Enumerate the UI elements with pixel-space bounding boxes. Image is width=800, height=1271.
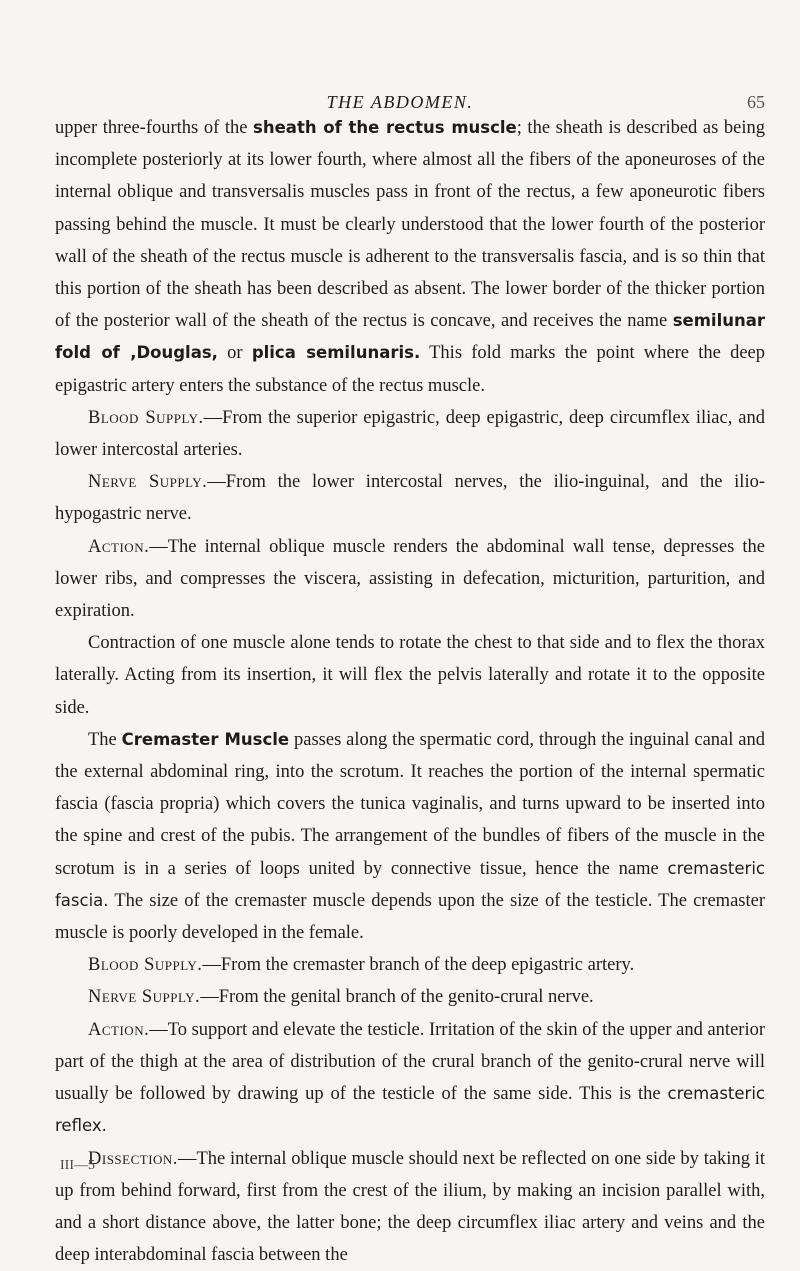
text-run: upper three-fourths of the [55, 118, 253, 138]
text-run: —To support and elevate the testicle. Irritation of the skin of the upper and anterior part of the thigh at the area of distribution of the crural branch of the genito-crural nerve will usually be followed by drawing up of the testicle of the same side. This is the [55, 1020, 765, 1104]
term-semilunar-fold: semilunar fold of ,Douglas, [55, 311, 765, 362]
term-cremasteric-fascia: cremasteric fascia. [55, 859, 765, 910]
term-sheath-of-rectus: sheath of the rectus muscle [253, 118, 517, 137]
text-run: passes along the spermatic cord, through the inguinal canal and the external abdominal ring, into the scrotum. It reaches the portion of the internal spermatic fascia (fascia propria) which covers the tunica vaginalis, and turns upward to be inserted into the spine and crest of the pubis. The arrangement of the bundles of fibers of the muscle in the scrotum is in a series of loops united by connective tissue, hence the name [55, 730, 765, 879]
text-run: This fold marks the point where the deep epigastric artery enters the substance of the rectus muscle. [55, 343, 765, 395]
text-run: The size of the cremaster muscle depends upon the size of the testicle. The cremaster muscle is poorly developed in the female. [55, 891, 765, 943]
paragraph-sheath [55, 112, 765, 402]
text-run: —The internal oblique muscle should next be reflected on one side by taking it up from behind forward, first from the crest of the ilium, by making an incision parallel with, and a short distance above, the latter bone; the deep circumflex iliac artery and veins and the deep interabdominal fascia between the [55, 1149, 765, 1266]
section-head: Nerve Supply. [88, 987, 200, 1007]
text-run: The [88, 730, 122, 750]
term-cremasteric-reflex: cremasteric reflex. [55, 1084, 765, 1135]
term-plica-semilunaris: plica semilunaris. [252, 343, 420, 362]
text-run: —From the cremaster branch of the deep epigastric artery. [202, 955, 634, 975]
running-title: THE ABDOMEN. [0, 92, 800, 113]
section-head: Action. [88, 1020, 149, 1040]
paragraph-blood-supply [55, 402, 765, 466]
text-run: —From the genital branch of the genito-crural nerve. [200, 987, 594, 1007]
paragraph-nerve-supply [55, 466, 765, 530]
section-head: Action. [88, 537, 149, 557]
signature-mark: III—5 [60, 1158, 95, 1174]
text-run: —From the superior epigastric, deep epigastric, deep circumflex iliac, and lower intercostal arteries. [55, 408, 765, 460]
term-cremaster-muscle: Cremaster Muscle [122, 730, 289, 749]
paragraph-cremaster-blood-supply [55, 949, 765, 981]
body-text [55, 112, 765, 1271]
text-run: ; the sheath is described as being incomplete posteriorly at its lower fourth, where almost all the fibers of the aponeuroses of the internal oblique and transversalis muscles pass in front of the rectus, a few aponeurotic fibers passing behind the muscle. It must be clearly understood that the lower fourth of the posterior wall of the sheath of the rectus muscle is adherent to the transversalis fascia, and is so thin that this portion of the sheath has been described as absent. The lower border of the thicker portion of the posterior wall of the sheath of the rectus is concave, and receives the name [55, 118, 765, 331]
text-run: Contraction of one muscle alone tends to rotate the chest to that side and to flex the thorax laterally. Acting from its insertion, it will flex the pelvis laterally and rotate it to the opposite side. [55, 633, 765, 717]
paragraph-cremaster-action [55, 1014, 765, 1143]
page-number: 65 [747, 92, 765, 113]
paragraph-contraction [55, 627, 765, 724]
section-head: Nerve Supply. [88, 472, 207, 492]
paragraph-dissection [55, 1143, 765, 1271]
paragraph-action [55, 531, 765, 628]
paragraph-cremaster-nerve-supply [55, 981, 765, 1013]
text-run: —The internal oblique muscle renders the abdominal wall tense, depresses the lower ribs, and compresses the viscera, assisting in defecation, micturition, parturition, and expiration. [55, 537, 765, 621]
section-head: Blood Supply. [88, 408, 204, 428]
section-head: Blood Supply. [88, 955, 202, 975]
text-run: —From the lower intercostal nerves, the ilio-inguinal, and the ilio-hypogastric nerve. [55, 472, 765, 524]
section-head: Dissection. [88, 1149, 178, 1169]
text-run: or [218, 343, 252, 363]
paragraph-cremaster [55, 724, 765, 949]
